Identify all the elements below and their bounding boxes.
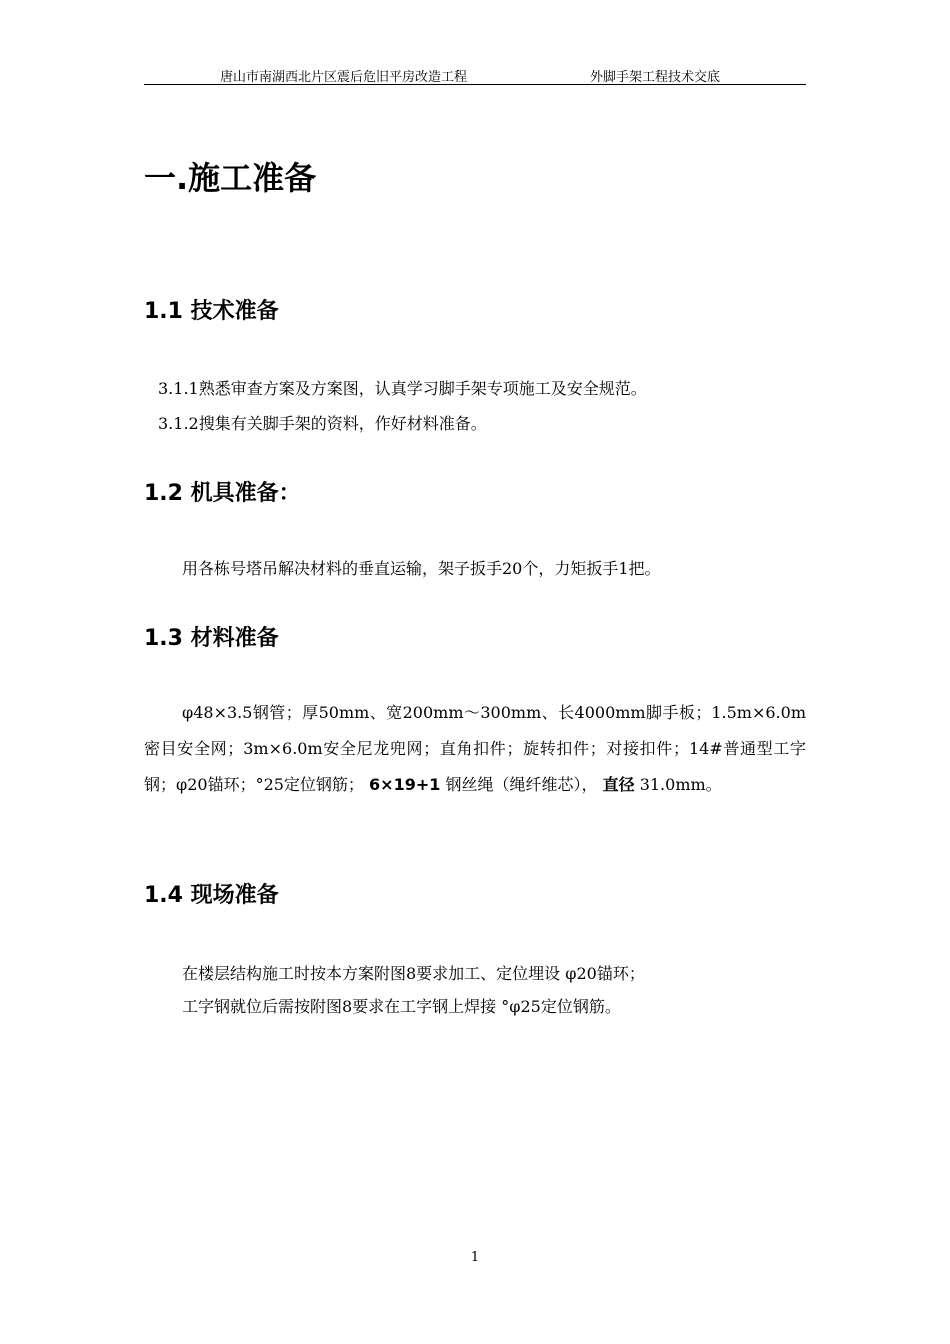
material-paragraph [144,695,806,803]
page-header [144,64,806,85]
section-heading-material: 1.3 材料准备 [144,626,279,651]
header-document-title: 外脚手架工程技术交底 [590,70,721,85]
equipment-paragraph: 用各栋号塔吊解决材料的垂直运输，架子扳手20个，力矩扳手1把。 [182,559,661,578]
diameter-value: 31.0mm。 [639,775,722,794]
page-number: 1 [470,1250,480,1265]
header-project-title: 唐山市南湖西北片区震后危旧平房改造工程 [220,70,468,85]
diameter-label: 直径 [602,775,635,794]
tech-line-2: 3.1.2搜集有关脚手架的资料，作好材料准备。 [158,414,487,433]
material-list-text: φ48×3.5钢管；厚50mm、宽200mm～300mm、长4000mm脚手板；1.5m×6.0m密目安全网；3m×6.0m安全尼龙兜网；直角扣件；旋转扣件；对接扣件；14#普通型工字钢；φ20锚环；°25定位钢筋； [144,703,806,794]
wire-rope-text: 钢丝绳（绳纤维芯）， [445,775,598,794]
section-heading-site: 1.4 现场准备 [144,883,279,908]
site-line-2: 工字钢就位后需按附图8要求在工字钢上焊接 °φ25定位钢筋。 [182,997,621,1016]
section-heading-equipment: 1.2 机具准备： [144,481,301,506]
site-line-1: 在楼层结构施工时按本方案附图8要求加工、定位埋设 φ20锚环； [182,964,645,983]
wire-rope-spec: 6×19+1 [369,775,441,794]
section-heading-tech: 1.1 技术准备 [144,299,279,324]
tech-line-1: 3.1.1熟悉审查方案及方案图，认真学习脚手架专项施工及安全规范。 [158,379,647,398]
chapter-title: 一.施工准备 [144,159,317,197]
